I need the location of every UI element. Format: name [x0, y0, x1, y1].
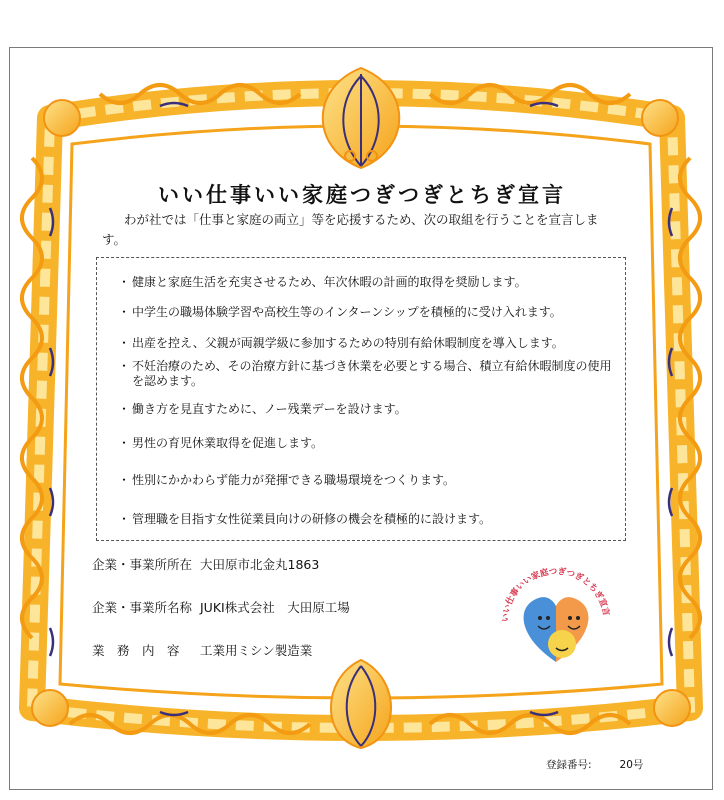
bullet: ・ [118, 336, 131, 350]
bottom-fan-ornament [331, 660, 391, 748]
commitments-box [96, 257, 626, 541]
registration-number [546, 757, 643, 772]
declaration-logo [500, 566, 612, 678]
address-label: 企業・事業所所在 [92, 557, 193, 572]
commitment-item-4: ・ 不妊治療のため、その治療方針に基づき休業を必要とする場合、積立有給休暇制度の使用を認めます。 [118, 359, 612, 388]
company-address-row [92, 555, 319, 573]
commitment-item-7: ・ 性別にかかわらず能力が発揮できる職場環境をつくります。 [118, 473, 456, 487]
company-business-row [92, 641, 312, 659]
certificate-title: いい仕事いい家庭つぎつぎとちぎ宣言 [158, 182, 566, 207]
commitment-item-1: ・ 健康と家庭生活を充実させるため、年次休暇の計画的取得を奨励します。 [118, 275, 527, 289]
bullet: ・ [118, 359, 131, 373]
bullet: ・ [118, 436, 131, 450]
logo-ring-text: いい仕事いい家庭つぎつぎとちぎ宣言 [500, 566, 611, 623]
business-label: 業 務 内 容 [92, 643, 180, 658]
name-value: JUKI株式会社 大田原工場 [200, 600, 350, 615]
bullet: ・ [118, 275, 131, 289]
commitment-item-3: ・ 出産を控え、父親が両親学級に参加するための特別有給休暇制度を導入します。 [118, 336, 564, 350]
commitment-item-8: ・ 管理職を目指す女性従業員向けの研修の機会を積極的に設けます。 [118, 512, 492, 526]
business-value: 工業用ミシン製造業 [200, 643, 313, 658]
registration-value: 20号 [619, 759, 644, 771]
name-label: 企業・事業所名称 [92, 600, 193, 615]
bullet: ・ [118, 473, 131, 487]
company-name-row [92, 598, 350, 616]
intro-text: わが社では「仕事と家庭の両立」等を応援するため、次の取組を行うことを宣言します。 [102, 212, 599, 247]
address-value: 大田原市北金丸1863 [200, 557, 320, 572]
commitment-item-5: ・ 働き方を見直すために、ノー残業デーを設けます。 [118, 402, 407, 416]
commitment-item-6: ・ 男性の育児休業取得を促進します。 [118, 436, 324, 450]
commitment-item-2: ・ 中学生の職場体験学習や高校生等のインターンシップを積極的に受け入れます。 [118, 305, 562, 319]
bullet: ・ [118, 402, 131, 416]
logo-yellow-face [548, 630, 576, 658]
bullet: ・ [118, 512, 131, 526]
bullet: ・ [118, 305, 131, 319]
registration-label: 登録番号: [546, 759, 592, 771]
